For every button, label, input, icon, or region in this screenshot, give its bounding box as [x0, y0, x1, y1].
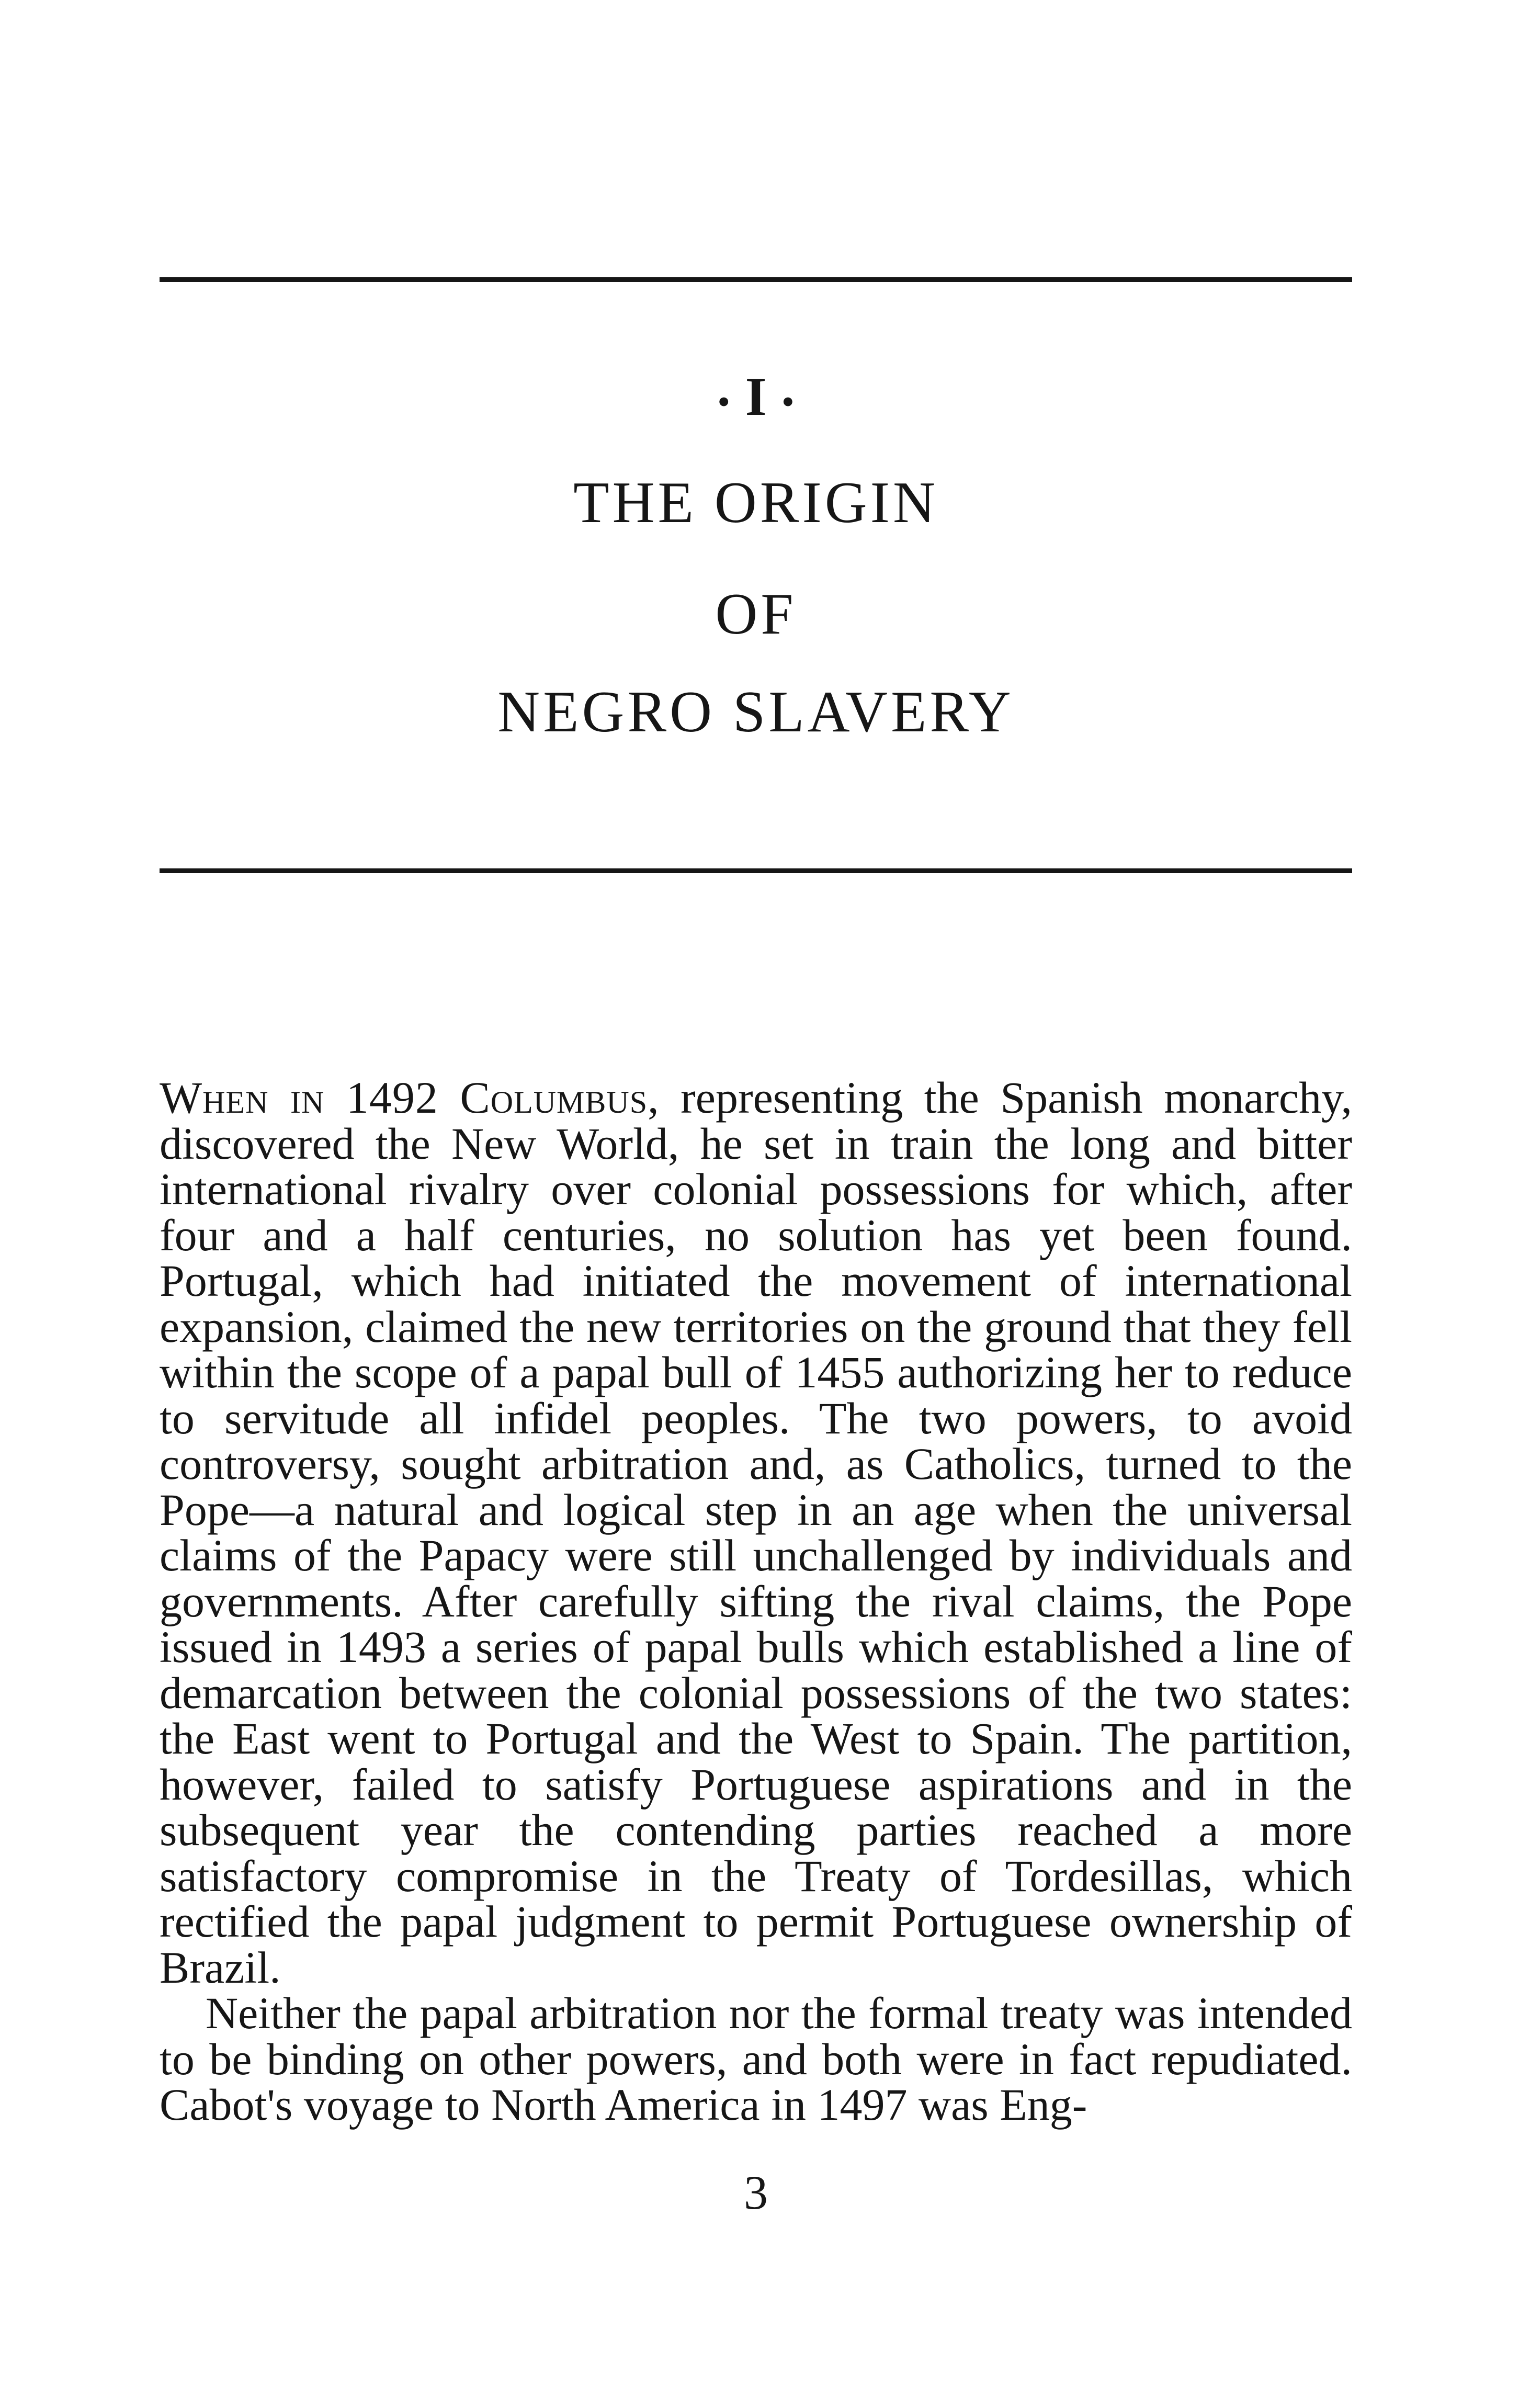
paragraph-1-lead: When in 1492 Columbus,: [160, 1072, 660, 1123]
bottom-rule: [160, 868, 1352, 873]
top-rule: [160, 277, 1352, 282]
chapter-number-dot-left: •: [718, 384, 730, 420]
page-number: 3: [744, 2166, 768, 2219]
chapter-title-line-2: OF: [715, 582, 797, 647]
paragraph-2: Neither the papal arbitration nor the formal treaty was intended to be binding on other powers, and both were in fact repudiated. Cabot's voyage to North America in 1497 was Eng-: [160, 1988, 1352, 2130]
paragraph-1: [160, 1072, 1352, 1993]
chapter-number: [160, 366, 1352, 427]
body-text: [160, 1072, 1352, 2130]
chapter-number-label: I: [745, 366, 767, 427]
chapter-title-line-3: NEGRO SLAVERY: [497, 680, 1014, 744]
chapter-number-dot-right: •: [782, 384, 794, 420]
paragraph-1-text: representing the Spanish monarchy, discovered the New World, he set in train the long and bitter international rivalry over colonial possessions for which, after four and a half centuries, no solution has yet been found. Portugal, which had initiated the movement of international expansion, claimed the new territories on the ground that they fell within the scope of a papal bull of 1455 authorizing her to reduce to servitude all infidel peoples. The two powers, to avoid controversy, sought arbitration and, as Catholics, turned to the Pope—a natural and logical step in an age when the universal claims of the Papacy were still unchallenged by individuals and governments. After carefully sifting the rival claims, the Pope issued in 1493 a series of papal bulls which established a line of demarcation between the colonial possessions of the two states: the East went to Portugal and the West to Spain. The partition, however, failed to satisfy Portuguese aspirations and in the subsequent year the contending parties reached a more satisfactory compromise in the Treaty of Tordesillas, which rectified the papal judgment to permit Portuguese ownership of Brazil.: [160, 1072, 1352, 1993]
chapter-title-line-1: THE ORIGIN: [573, 470, 938, 535]
